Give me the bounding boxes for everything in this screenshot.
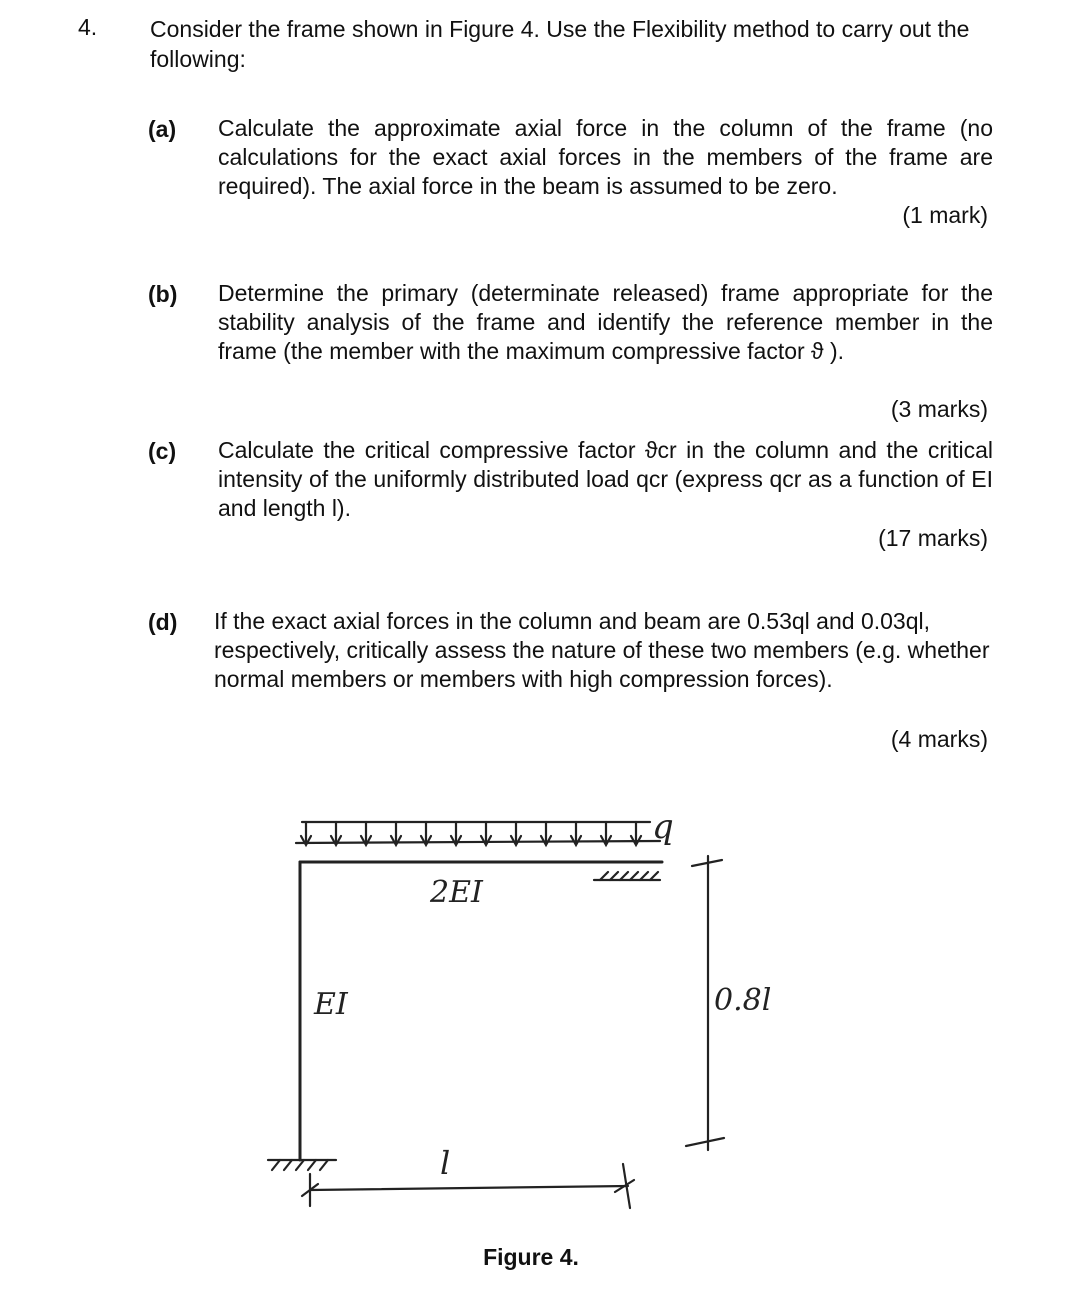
part-d-text: If the exact axial forces in the column and beam are 0.53ql and 0.03ql, respectively, critically assess the nature of these two members (e.g. whether normal members or members with high compression forces).: [214, 608, 990, 692]
part-b-text: Determine the primary (determinate released) frame appropriate for the stability analysis of the frame and identify the reference member in the frame (the member with the maximum compressive factor ϑ ).: [218, 280, 993, 364]
part-b-label: (b): [148, 281, 178, 307]
part-c-marks: (17 marks): [878, 525, 988, 551]
load-label: q: [652, 807, 674, 847]
part-c-label: (c): [148, 438, 177, 464]
span-dimension: [310, 1186, 628, 1190]
question-number: 4.: [78, 14, 98, 40]
part-d-marks: (4 marks): [890, 726, 988, 752]
question-intro: Consider the frame shown in Figure 4. Use the Flexibility method to carry out the following:: [150, 16, 970, 72]
part-b-marks: (3 marks): [890, 396, 988, 422]
span-label: l: [440, 1144, 451, 1182]
figure-caption: Figure 4.: [483, 1244, 579, 1270]
part-c-text: Calculate the critical compressive factor ϑcr in the column and the critical intensity of the uniformly distributed load qcr (express qcr as a function of EI and length l).: [218, 437, 993, 521]
part-a-label: (a): [148, 116, 177, 142]
column-label: EI: [314, 987, 348, 1022]
part-a-text: Calculate the approximate axial force in the column of the frame (no calculations for the exact axial forces in the members of the frame are required). The axial force in the beam is assumed to be zero.: [218, 115, 993, 199]
part-a-marks: (1 mark): [902, 202, 988, 228]
height-label: 0.8l: [714, 983, 772, 1018]
beam-label: 2EI: [430, 875, 483, 910]
base-support: [268, 1160, 336, 1170]
part-d-label: (d): [148, 609, 178, 635]
